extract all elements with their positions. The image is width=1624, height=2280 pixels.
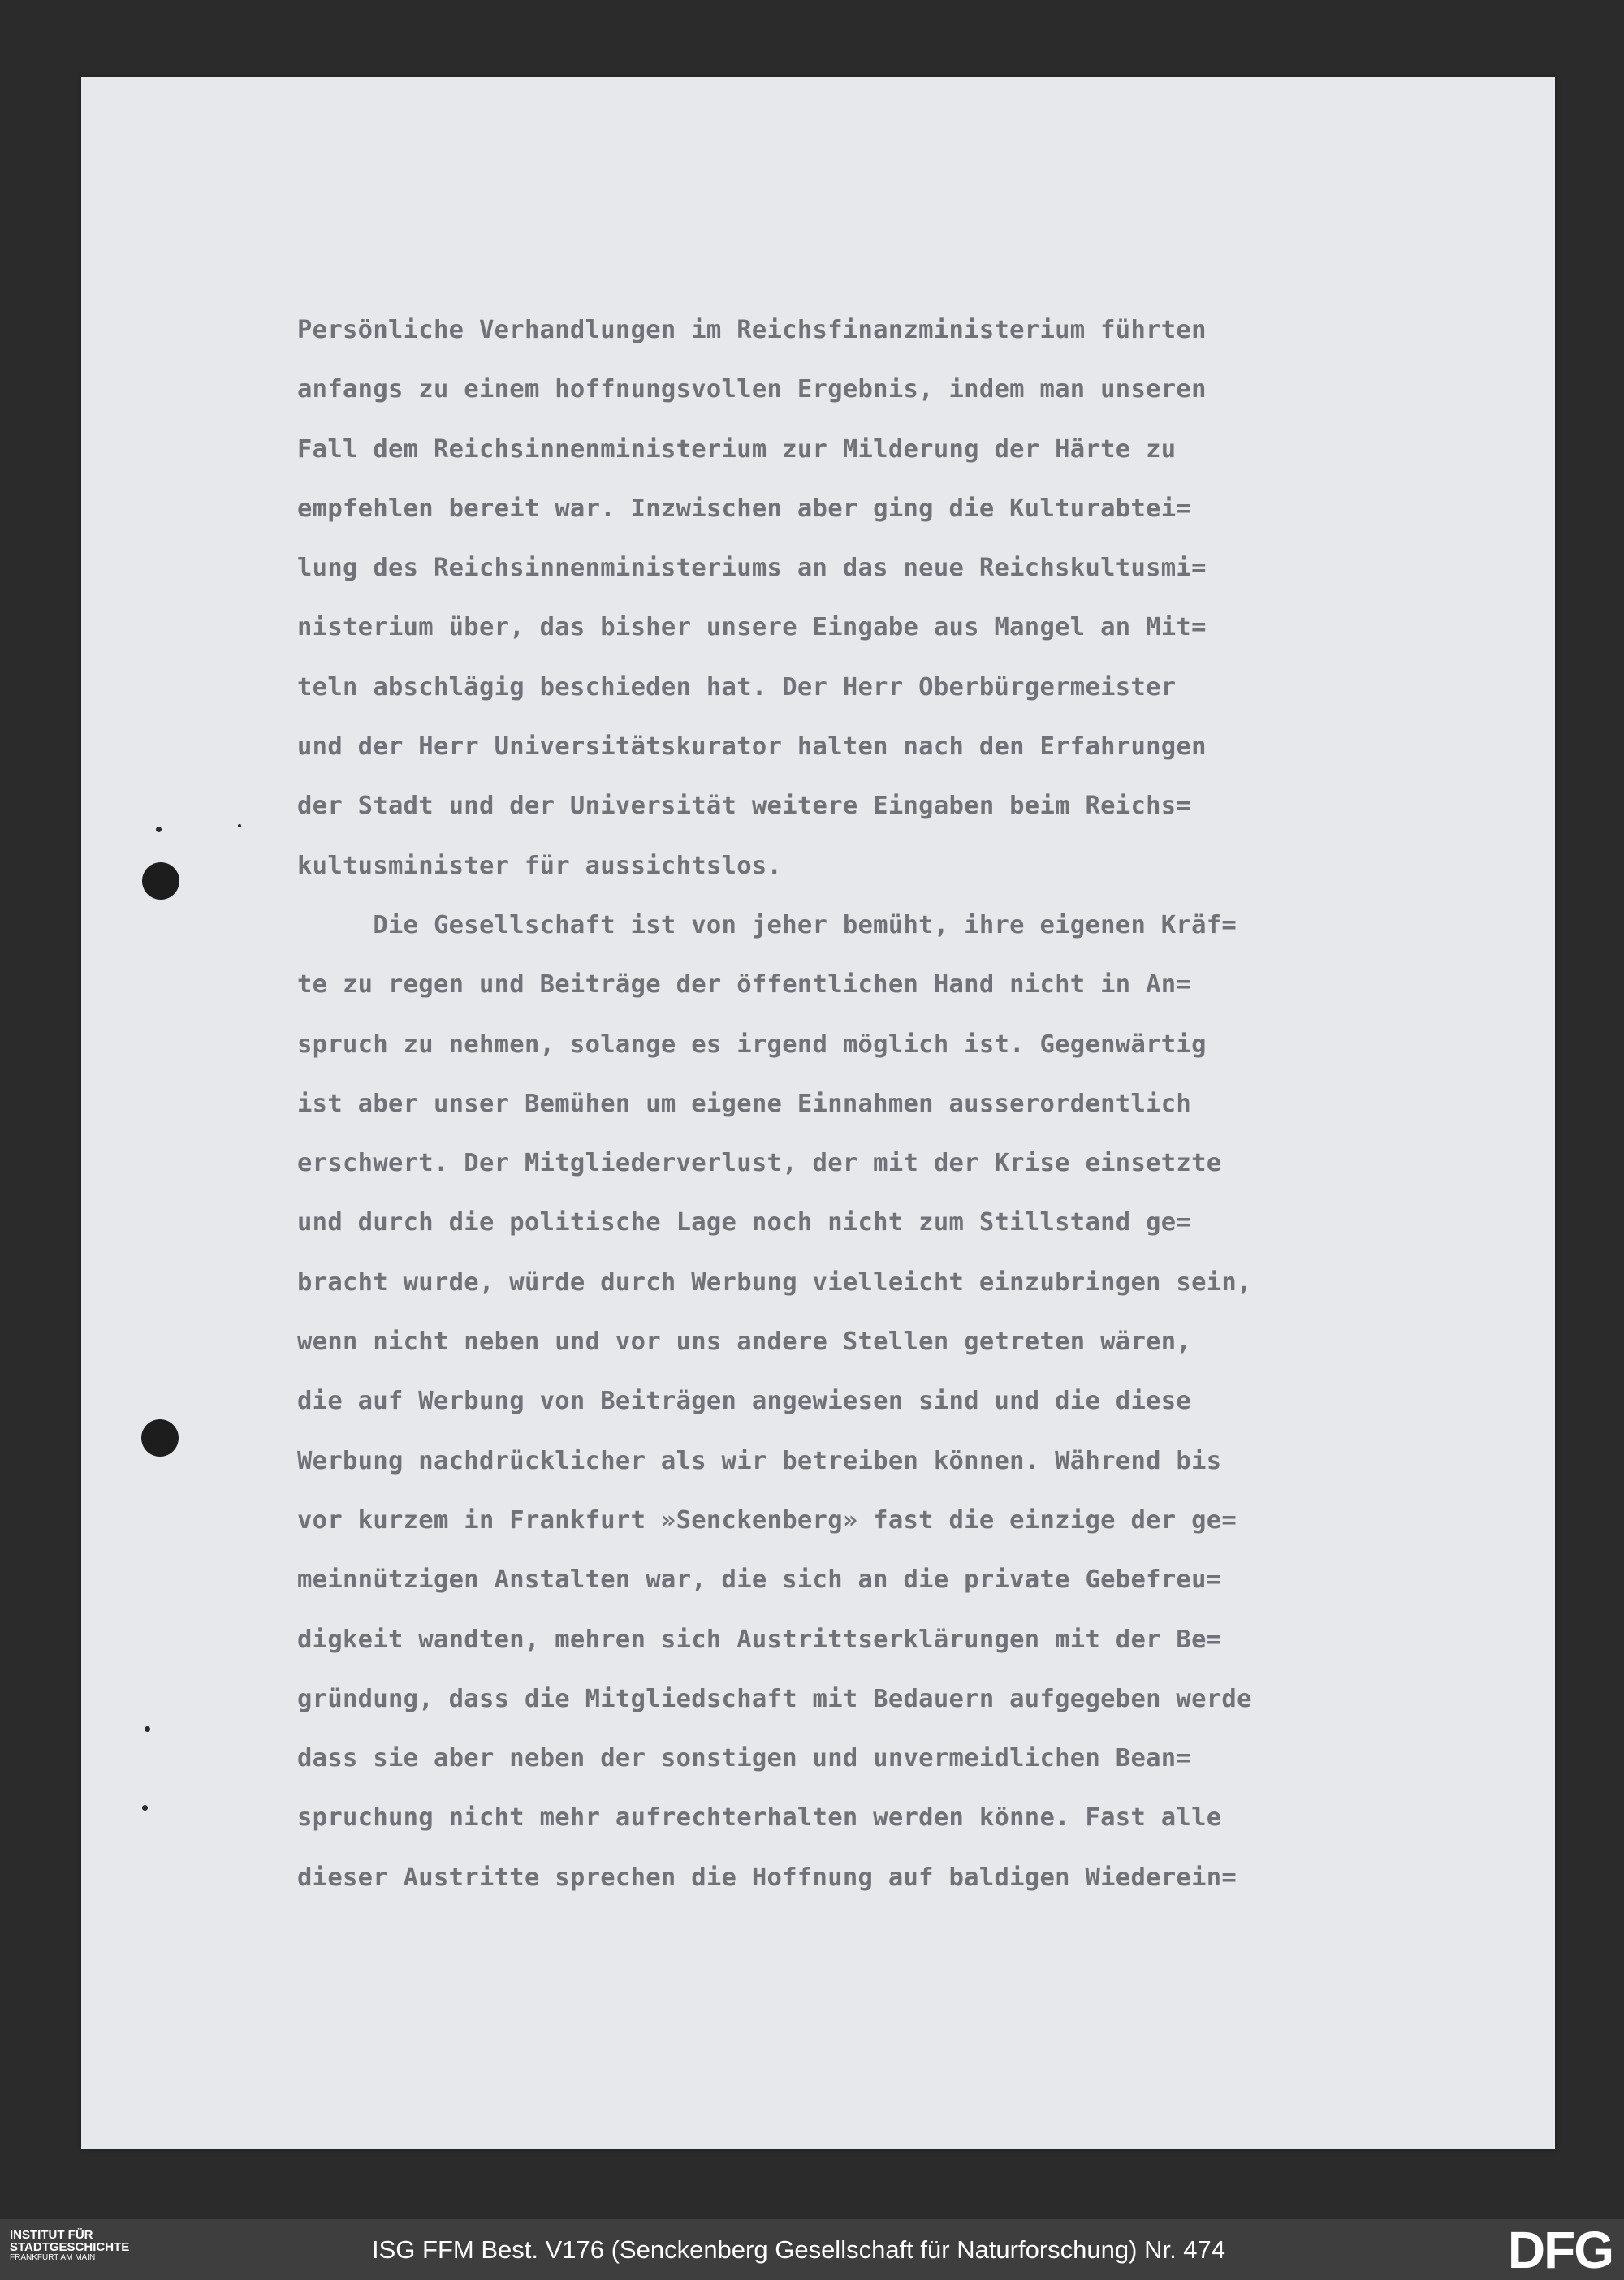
- institution-line-1: INSTITUT FÜR: [10, 2228, 93, 2242]
- institution-logo: [10, 2229, 129, 2263]
- paper-speck: [142, 1805, 148, 1811]
- text-line: spruchung nicht mehr aufrechterhalten werden könne. Fast alle: [297, 1803, 1222, 1833]
- text-line: anfangs zu einem hoffnungsvollen Ergebnis, indem man unseren: [297, 375, 1207, 404]
- text-line: te zu regen und Beiträge der öffentlichen Hand nicht in An=: [297, 970, 1192, 1000]
- text-line: meinnützigen Anstalten war, die sich an die private Gebefreu=: [297, 1565, 1222, 1595]
- text-line: teln abschlägig beschieden hat. Der Herr Oberbürgermeister: [297, 672, 1177, 702]
- text-line: wenn nicht neben und vor uns andere Stellen getreten wären,: [297, 1328, 1192, 1357]
- institution-line-3: FRANKFURT AM MAIN: [10, 2253, 96, 2262]
- paper-speck: [238, 824, 241, 827]
- text-line: Fall dem Reichsinnenministerium zur Milderung der Härte zu: [297, 434, 1177, 464]
- text-line: der Stadt und der Universität weitere Eingaben beim Reichs=: [297, 792, 1192, 821]
- text-line: ist aber unser Bemühen um eigene Einnahmen ausserordentlich: [297, 1089, 1192, 1118]
- text-line: empfehlen bereit war. Inzwischen aber ging die Kulturabtei=: [297, 494, 1192, 523]
- text-line: kultusminister für aussichtslos.: [297, 851, 783, 880]
- text-line: und durch die politische Lage noch nicht zum Stillstand ge=: [297, 1208, 1192, 1237]
- paper-speck: [145, 1726, 150, 1732]
- text-line: Die Gesellschaft ist von jeher bemüht, ihre eigenen Kräf=: [297, 910, 1237, 939]
- text-line: und der Herr Universitätskurator halten nach den Erfahrungen: [297, 732, 1207, 762]
- text-line: lung des Reichsinnenministeriums an das neue Reichskultusmi=: [297, 554, 1207, 583]
- text-line: bracht wurde, würde durch Werbung vielleicht einzubringen sein,: [297, 1267, 1252, 1297]
- text-line: dieser Austritte sprechen die Hoffnung auf baldigen Wiederein=: [297, 1863, 1237, 1892]
- text-line: dass sie aber neben der sonstigen und unvermeidlichen Bean=: [297, 1744, 1192, 1773]
- dfg-logo: DFG: [1507, 2221, 1613, 2279]
- text-line: gründung, dass die Mitgliedschaft mit Bedauern aufgegeben werde: [297, 1684, 1252, 1713]
- text-line: spruch zu nehmen, solange es irgend möglich ist. Gegenwärtig: [297, 1030, 1207, 1059]
- text-line: die auf Werbung von Beiträgen angewiesen sind und die diese: [297, 1387, 1192, 1416]
- typed-letter-text: [297, 300, 1564, 1907]
- text-line: digkeit wandten, mehren sich Austrittserklärungen mit der Be=: [297, 1625, 1222, 1654]
- institution-line-2: STADTGESCHICHTE: [10, 2240, 130, 2254]
- text-line: erschwert. Der Mitgliederverlust, der mit der Krise einsetzte: [297, 1149, 1222, 1178]
- text-line: Persönliche Verhandlungen im Reichsfinanzministerium führten: [297, 316, 1207, 344]
- archive-footer: [0, 2219, 1624, 2280]
- paper-speck: [156, 827, 162, 832]
- archive-caption: ISG FFM Best. V176 (Senckenberg Gesellschaft für Naturforschung) Nr. 474: [372, 2235, 1226, 2264]
- text-line: nisterium über, das bisher unsere Eingabe aus Mangel an Mit=: [297, 613, 1207, 642]
- text-line: vor kurzem in Frankfurt »Senckenberg» fast die einzige der ge=: [297, 1505, 1237, 1535]
- punch-hole-lower: [141, 1419, 179, 1457]
- punch-hole-upper: [142, 862, 179, 900]
- text-line: Werbung nachdrücklicher als wir betreiben können. Während bis: [297, 1446, 1222, 1475]
